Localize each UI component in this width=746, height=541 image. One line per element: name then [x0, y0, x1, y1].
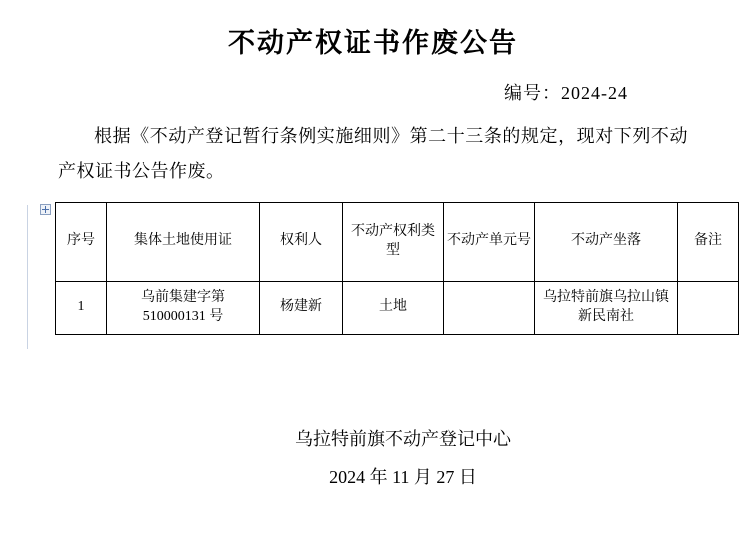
table-header-row [56, 202, 739, 281]
column-header-seq: 序号 [56, 202, 107, 281]
column-header-owner: 权利人 [260, 202, 343, 281]
table-container [0, 202, 746, 335]
body-paragraph: 根据《不动产登记暂行条例实施细则》第二十三条的规定，现对下列不动产权证书公告作废。 [58, 126, 688, 181]
table-row [56, 281, 739, 334]
document-number: 编号：2024-24 [504, 83, 628, 104]
column-header-certificate: 集体土地使用证 [107, 202, 260, 281]
column-header-note: 备注 [678, 202, 739, 281]
column-header-unit-no: 不动产单元号 [444, 202, 535, 281]
invalidated-certificates-table [55, 202, 739, 335]
issue-date: 2024 年 11 月 27 日 [329, 466, 477, 487]
cell-certificate: 乌前集建字第510000131 号 [107, 281, 260, 334]
page-title: 不动产权证书作废公告 [228, 28, 518, 58]
cell-location: 乌拉特前旗乌拉山镇新民南社 [535, 281, 678, 334]
column-header-location: 不动产坐落 [535, 202, 678, 281]
cell-note [678, 281, 739, 334]
issuer-name: 乌拉特前旗不动产登记中心 [295, 428, 511, 449]
cell-owner: 杨建新 [260, 281, 343, 334]
cell-right-type: 土地 [343, 281, 444, 334]
document-page [0, 27, 746, 541]
cell-unit-no [444, 281, 535, 334]
table-header [56, 202, 739, 281]
cell-seq: 1 [56, 281, 107, 334]
document-footer [0, 421, 746, 497]
table-body [56, 281, 739, 334]
column-header-right-type: 不动产权利类型 [343, 202, 444, 281]
